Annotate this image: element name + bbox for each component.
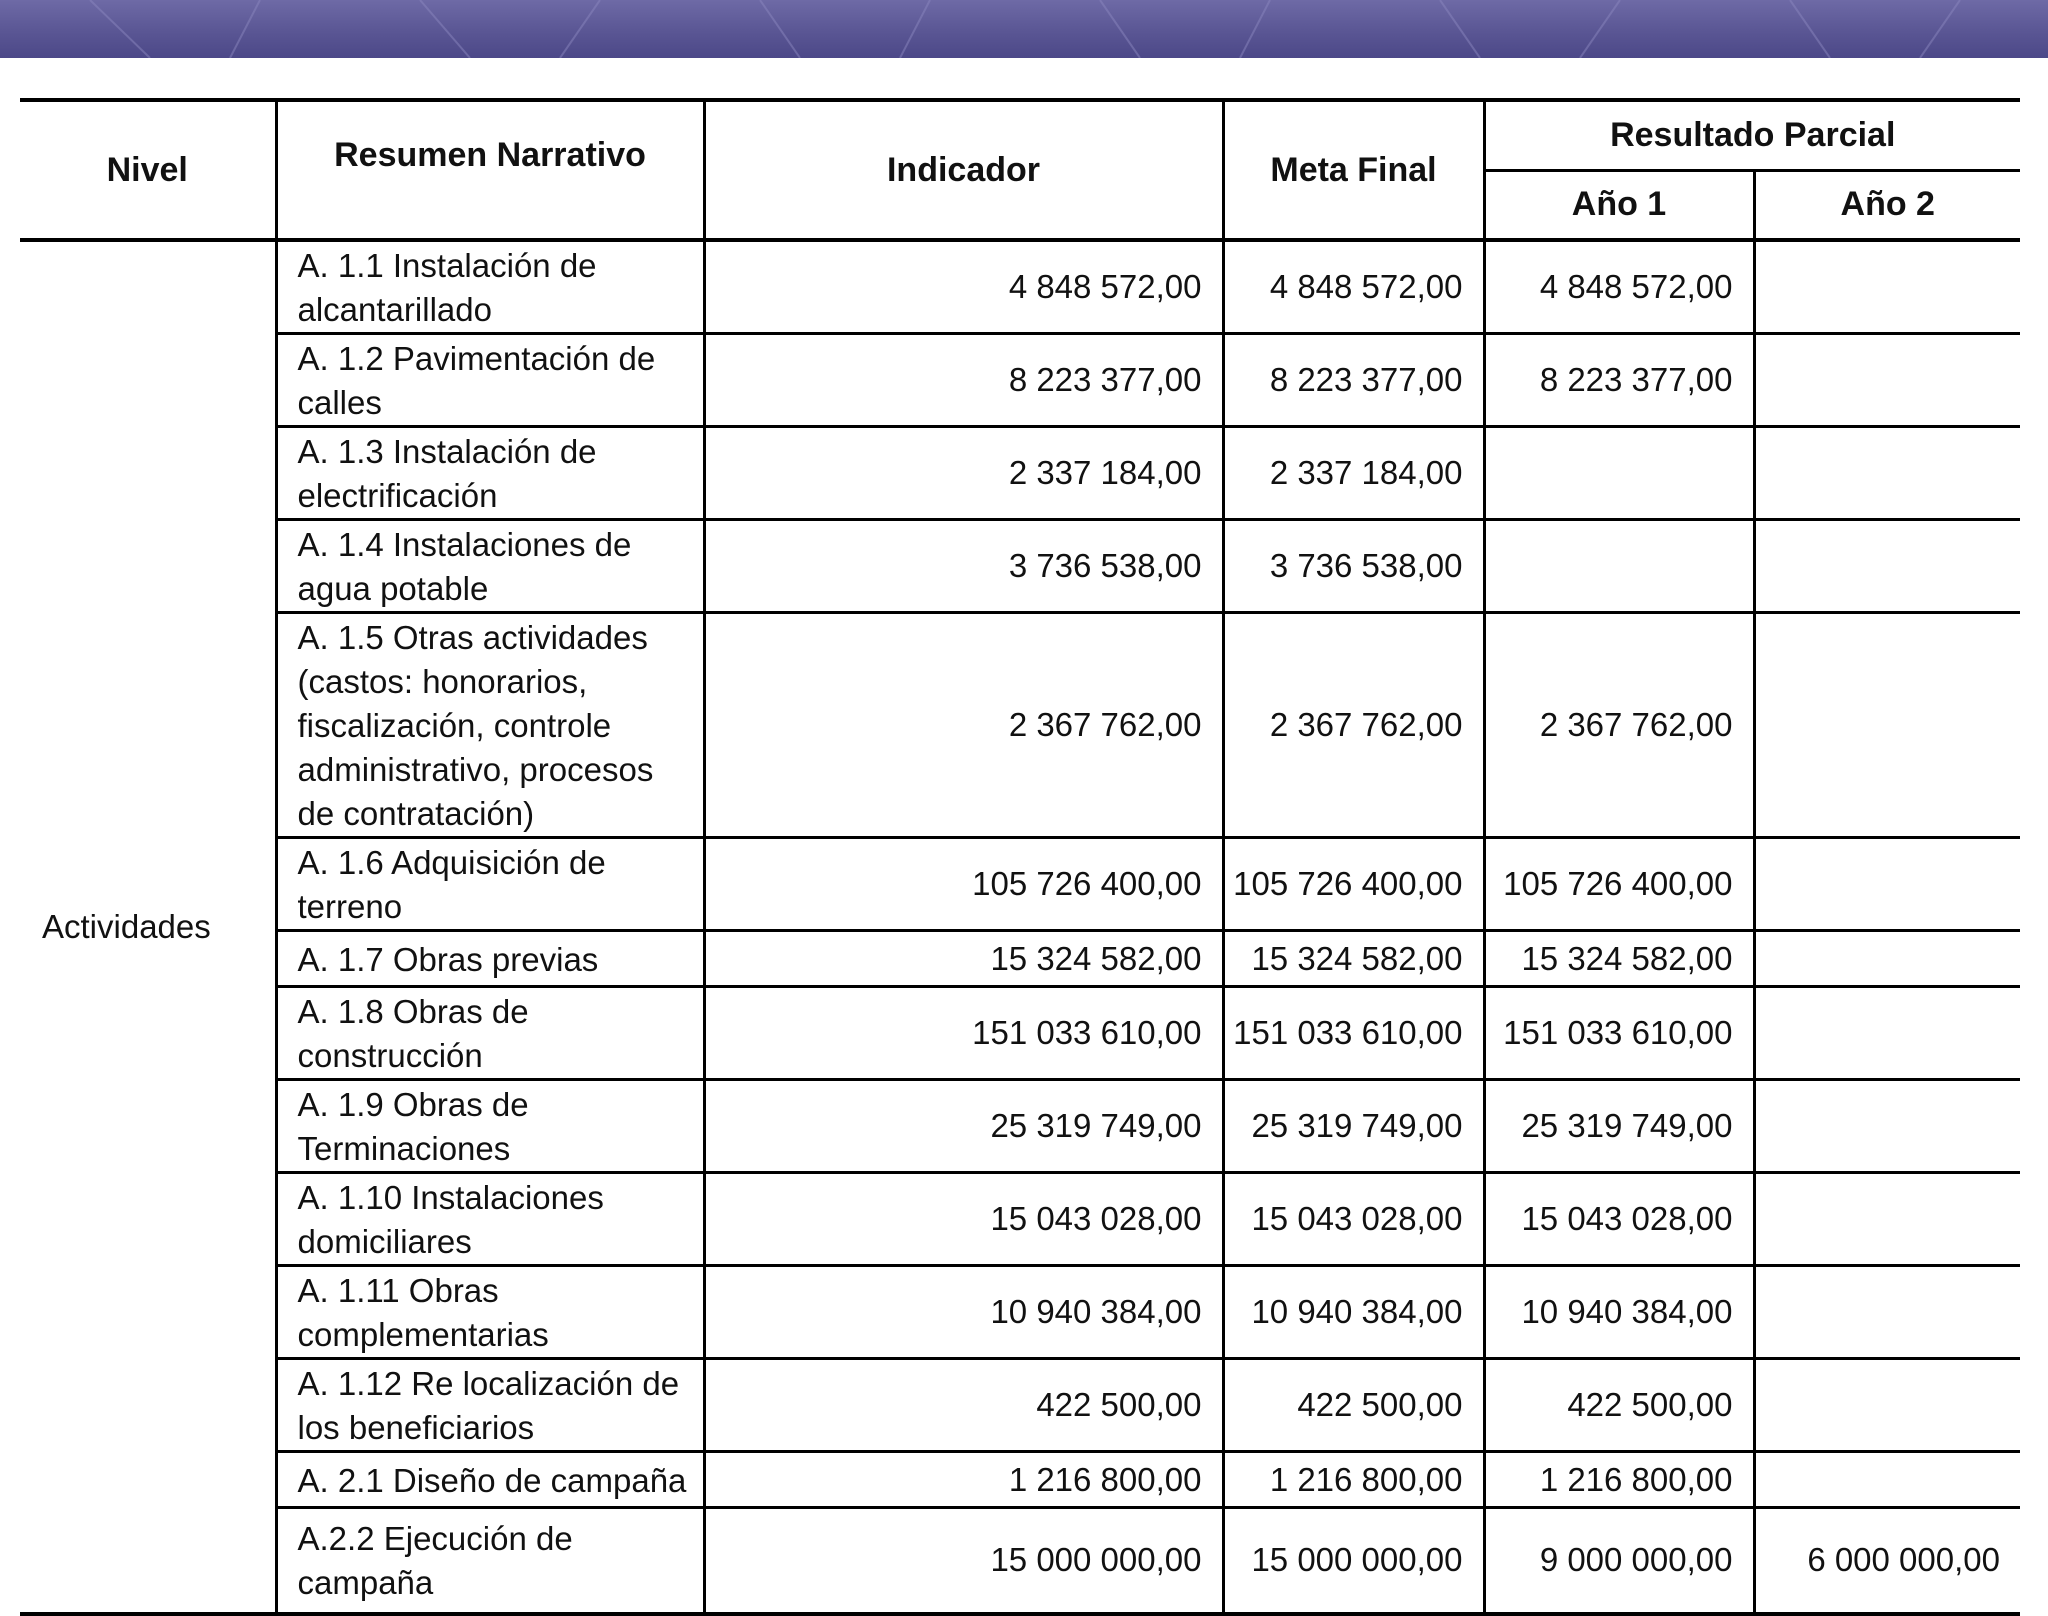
row-anio-2: [1754, 1452, 2020, 1508]
row-description: A.2.2 Ejecución de campaña: [276, 1508, 704, 1614]
row-indicador: 105 726 400,00: [704, 838, 1223, 931]
row-anio-2: [1754, 987, 2020, 1080]
row-anio-2: [1754, 1173, 2020, 1266]
row-anio-1: 9 000 000,00: [1484, 1508, 1754, 1614]
table-row: [20, 1359, 2020, 1452]
row-description: A. 1.8 Obras de construcción: [276, 987, 704, 1080]
row-description: A. 1.11 Obras complementarias: [276, 1266, 704, 1359]
row-anio-2: [1754, 427, 2020, 520]
row-description: A. 1.12 Re localización de los beneficiarios: [276, 1359, 704, 1452]
row-meta-final: 105 726 400,00: [1223, 838, 1484, 931]
row-meta-final: 10 940 384,00: [1223, 1266, 1484, 1359]
row-indicador: 10 940 384,00: [704, 1266, 1223, 1359]
row-anio-2: 6 000 000,00: [1754, 1508, 2020, 1614]
row-meta-final: 15 000 000,00: [1223, 1508, 1484, 1614]
row-indicador: 15 324 582,00: [704, 931, 1223, 987]
row-anio-1: 2 367 762,00: [1484, 613, 1754, 838]
row-anio-2: [1754, 838, 2020, 931]
row-meta-final: 4 848 572,00: [1223, 240, 1484, 334]
row-anio-1: [1484, 520, 1754, 613]
row-description: A. 1.10 Instalaciones domiciliares: [276, 1173, 704, 1266]
row-indicador: 151 033 610,00: [704, 987, 1223, 1080]
row-anio-2: [1754, 240, 2020, 334]
row-description: A. 2.1 Diseño de campaña: [276, 1452, 704, 1508]
row-description: A. 1.2 Pavimentación de calles: [276, 334, 704, 427]
row-meta-final: 2 367 762,00: [1223, 613, 1484, 838]
table-row: [20, 987, 2020, 1080]
row-anio-1: 15 043 028,00: [1484, 1173, 1754, 1266]
table-row: [20, 1173, 2020, 1266]
nivel-actividades: Actividades: [20, 240, 276, 1614]
row-anio-2: [1754, 520, 2020, 613]
row-meta-final: 15 324 582,00: [1223, 931, 1484, 987]
row-description: A. 1.9 Obras de Terminaciones: [276, 1080, 704, 1173]
row-indicador: 15 000 000,00: [704, 1508, 1223, 1614]
banner-pattern: [0, 0, 2048, 58]
row-indicador: 422 500,00: [704, 1359, 1223, 1452]
row-meta-final: 422 500,00: [1223, 1359, 1484, 1452]
row-description: A. 1.4 Instalaciones de agua potable: [276, 520, 704, 613]
row-indicador: 25 319 749,00: [704, 1080, 1223, 1173]
row-meta-final: 25 319 749,00: [1223, 1080, 1484, 1173]
header-meta-final: Meta Final: [1223, 100, 1484, 240]
table-row: [20, 1508, 2020, 1614]
row-anio-1: 15 324 582,00: [1484, 931, 1754, 987]
row-indicador: 4 848 572,00: [704, 240, 1223, 334]
row-anio-1: [1484, 427, 1754, 520]
header-anio-2: Año 2: [1754, 170, 2020, 240]
header-anio-1: Año 1: [1484, 170, 1754, 240]
row-meta-final: 151 033 610,00: [1223, 987, 1484, 1080]
row-anio-1: 4 848 572,00: [1484, 240, 1754, 334]
row-anio-1: 422 500,00: [1484, 1359, 1754, 1452]
table-row: [20, 240, 2020, 334]
row-anio-1: 25 319 749,00: [1484, 1080, 1754, 1173]
table-row: [20, 931, 2020, 987]
header-resultado-parcial: Resultado Parcial: [1484, 100, 2020, 170]
row-meta-final: 15 043 028,00: [1223, 1173, 1484, 1266]
table-row: [20, 427, 2020, 520]
row-meta-final: 1 216 800,00: [1223, 1452, 1484, 1508]
table-row: [20, 613, 2020, 838]
header-indicador: Indicador: [704, 100, 1223, 240]
row-anio-2: [1754, 334, 2020, 427]
row-anio-1: 151 033 610,00: [1484, 987, 1754, 1080]
table-row: [20, 1452, 2020, 1508]
row-meta-final: 3 736 538,00: [1223, 520, 1484, 613]
header-nivel: Nivel: [20, 100, 276, 240]
row-description: A. 1.7 Obras previas: [276, 931, 704, 987]
row-description: A. 1.5 Otras actividades (castos: honorarios, fiscalización, controle administrativo, procesos de contratación): [276, 613, 704, 838]
table-row: [20, 838, 2020, 931]
row-anio-1: 1 216 800,00: [1484, 1452, 1754, 1508]
row-indicador: 15 043 028,00: [704, 1173, 1223, 1266]
row-anio-2: [1754, 1359, 2020, 1452]
row-indicador: 2 337 184,00: [704, 427, 1223, 520]
logframe-table: [20, 98, 2020, 1616]
row-anio-2: [1754, 613, 2020, 838]
row-anio-1: 10 940 384,00: [1484, 1266, 1754, 1359]
top-banner: [0, 0, 2048, 58]
row-indicador: 1 216 800,00: [704, 1452, 1223, 1508]
row-description: A. 1.1 Instalación de alcantarillado: [276, 240, 704, 334]
row-meta-final: 2 337 184,00: [1223, 427, 1484, 520]
table-row: [20, 1080, 2020, 1173]
row-description: A. 1.3 Instalación de electrificación: [276, 427, 704, 520]
row-indicador: 2 367 762,00: [704, 613, 1223, 838]
table-row: [20, 334, 2020, 427]
row-anio-2: [1754, 1266, 2020, 1359]
row-description: A. 1.6 Adquisición de terreno: [276, 838, 704, 931]
table-row: [20, 1266, 2020, 1359]
table-row: [20, 520, 2020, 613]
header-resumen: Resumen Narrativo: [276, 100, 704, 240]
row-indicador: 8 223 377,00: [704, 334, 1223, 427]
row-anio-2: [1754, 931, 2020, 987]
row-anio-1: 105 726 400,00: [1484, 838, 1754, 931]
row-meta-final: 8 223 377,00: [1223, 334, 1484, 427]
row-anio-1: 8 223 377,00: [1484, 334, 1754, 427]
row-indicador: 3 736 538,00: [704, 520, 1223, 613]
row-anio-2: [1754, 1080, 2020, 1173]
